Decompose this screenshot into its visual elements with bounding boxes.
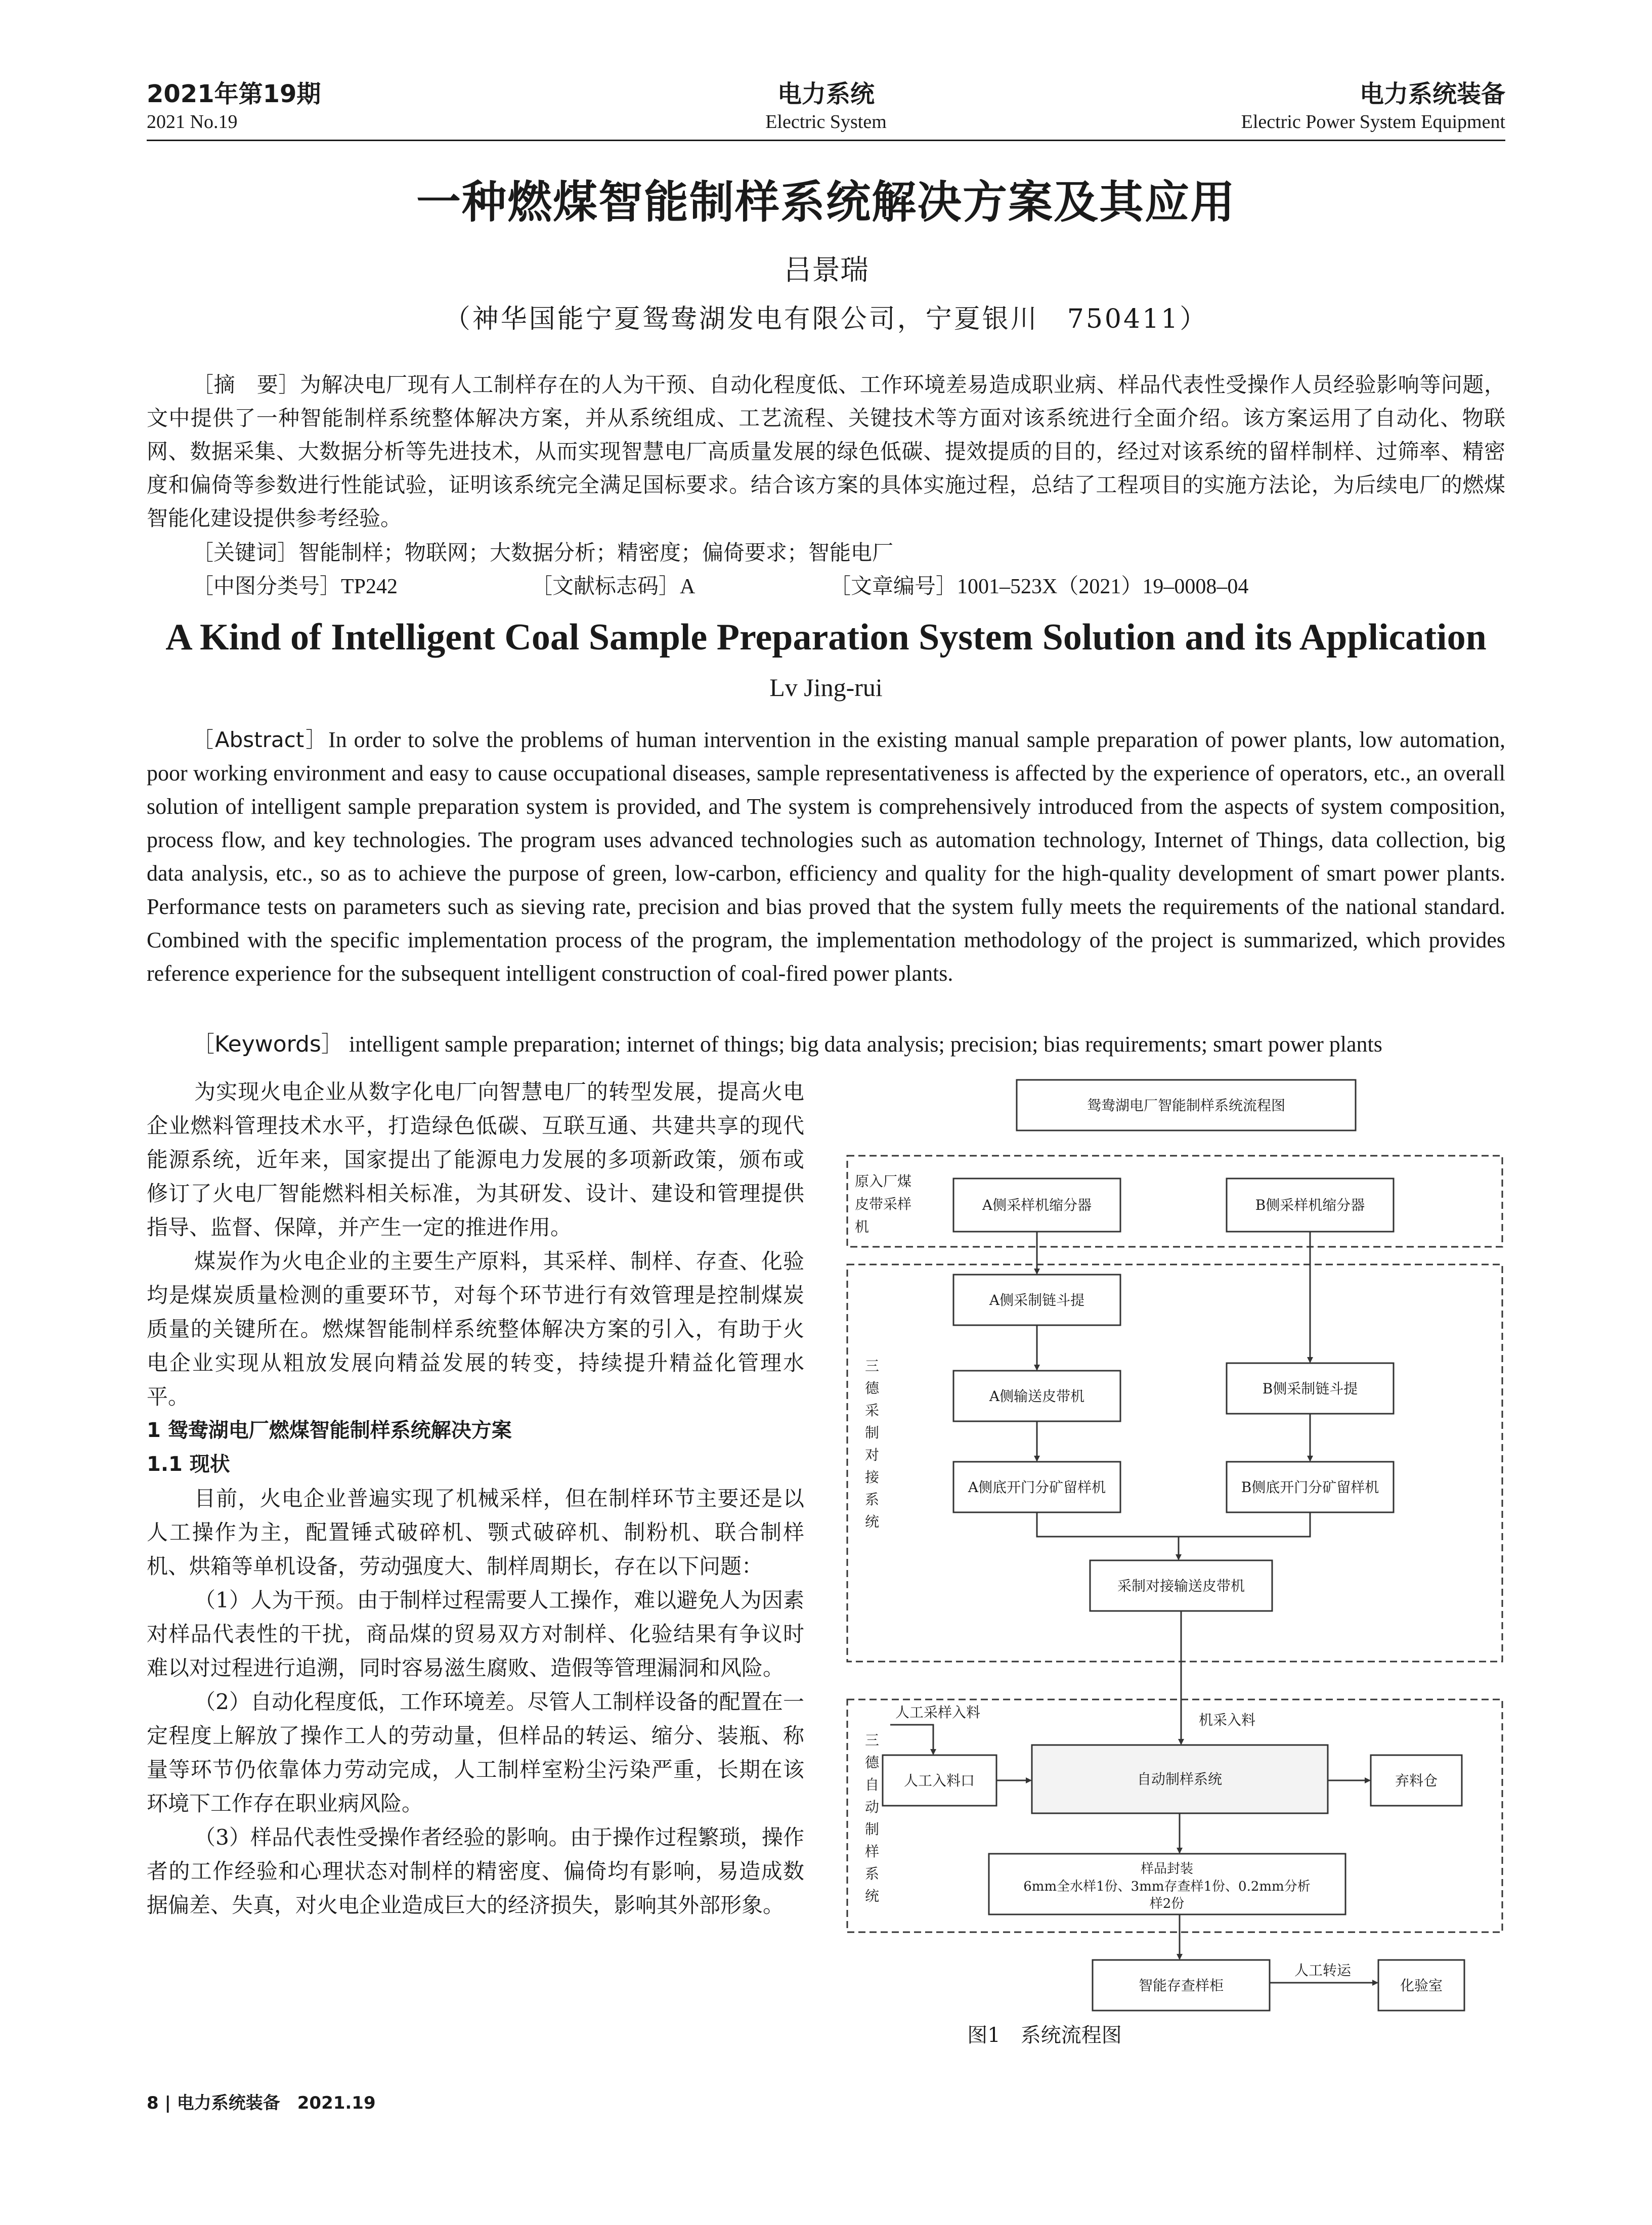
abstract-cn <box>147 368 1505 535</box>
group2-char-3: 采 <box>865 1402 880 1419</box>
group2-char-7: 系 <box>865 1491 880 1508</box>
abstract-cn-text: 为解决电厂现有人工制样存在的人为干预、自动化程度低、工作环境差易造成职业病、样品代表性受操作人员经验影响等问题，文中提供了一种智能制样系统整体解决方案，并从系统组成、工艺流程、关键技术等方面对该系统进行全面介绍。该方案运用了自动化、物联网、数据采集、大数据分析等先进技术，从而实现智慧电厂高质量发展的绿色低碳、提效提质的目的，经过对该系统的留样制样、过筛率、精密度和偏倚等参数进行性能试验，证明该系统完全满足国标要求。结合该方案的具体实施过程，总结了工程项目的实施方法论，为后续电厂的燃煤智能化建设提供参考经验。 <box>147 372 1505 531</box>
doc-value: A <box>680 575 695 598</box>
manual-sample-label: 人工采样入料 <box>895 1704 981 1721</box>
line-b-retainer <box>1179 1512 1310 1537</box>
clc-number <box>192 570 398 600</box>
figure-caption: 图1 系统流程图 <box>967 2024 1122 2047</box>
group3-char-7: 系 <box>865 1865 880 1882</box>
paper-title-en: A Kind of Intelligent Coal Sample Preparation System Solution and its Application <box>165 617 1487 658</box>
flowchart-figure <box>835 1072 1505 2079</box>
header-column <box>674 78 978 134</box>
keywords-en-label: ［Keywords］ <box>192 1031 343 1057</box>
group3-char-4: 动 <box>865 1799 880 1815</box>
manual-inlet: 人工入料口 <box>903 1772 975 1789</box>
group-coal-sampler <box>847 1156 1502 1247</box>
body-paragraph-4: （1）人为干预。由于制样过程需要人工操作，难以避免人为因素对样品代表性的干扰，商品煤的贸易双方对制样、化验结果有争议时难以对过程进行追溯，同时容易滋生腐败、造假等管理漏洞和风险。 <box>147 1588 804 1680</box>
journal-en: Electric Power System Equipment <box>1241 111 1505 133</box>
section-heading-1: 1 鸳鸯湖电厂燃煤智能制样系统解决方案 <box>147 1419 512 1442</box>
a-elevator: A侧采制链斗提 <box>989 1292 1085 1308</box>
header-journal <box>1241 78 1505 134</box>
abstract-en-text: In order to solve the problems of human intervention in the existing manual sample preparation of power plants, low automation, poor working environment and easy to cause occupational diseases, sample representativeness is affected by the experience of operators, etc., an overall solution of intelligent sample preparation system is provided, and The system is comprehensively introduced from the aspects of system composition, process flow, and key technologies. The program uses advanced technologies such as automation technology, Internet of Things, data collection, big data analysis, etc., so as to achieve the purpose of green, low-carbon, efficiency and quality for the high-quality development of smart power plants. Performance tests on parameters such as sieving rate, precision and bias proved that the system fully meets the requirements of the national standard. Combined with the specific implementation process of the program, the implementation methodology of the project is summarized, which provides reference experience for the subsequent intelligent construction of coal-fired power plants. <box>147 727 1505 986</box>
transfer-label: 人工转运 <box>1294 1962 1352 1979</box>
clc-label: ［中图分类号］ <box>192 574 341 598</box>
group3-char-5: 制 <box>865 1821 880 1838</box>
arrow-manual-sample <box>890 1725 933 1754</box>
keywords-cn <box>192 536 893 570</box>
header-issue <box>147 78 321 134</box>
group2-char-4: 制 <box>865 1424 880 1441</box>
machine-sample-label: 机采入料 <box>1199 1712 1256 1728</box>
a-sampler: A侧采样机缩分器 <box>982 1197 1092 1213</box>
group3-char-2: 德 <box>865 1754 880 1771</box>
body-paragraph-6: （3）样品代表性受操作者经验的影响。由于操作过程繁琐，操作者的工作经验和心理状态对制样的精密度、偏倚均有影响，易造成数据偏差、失真，对火电企业造成巨大的经济损失，影响其外部形象。 <box>147 1825 804 1917</box>
doc-label: ［文献标志码］ <box>531 574 680 598</box>
group2-char-1: 三 <box>865 1358 880 1374</box>
keywords-en <box>192 1026 1382 1058</box>
group2-label <box>865 1358 880 1530</box>
clc-value: TP242 <box>341 575 398 598</box>
b-retainer: B侧底开门分矿留样机 <box>1241 1479 1379 1496</box>
article-number <box>830 570 1248 600</box>
abstract-en <box>147 723 1505 990</box>
a-belt: A侧输送皮带机 <box>989 1388 1085 1405</box>
group3-char-3: 自 <box>865 1776 880 1793</box>
group3-label <box>865 1732 880 1904</box>
flow-title: 鸳鸯湖电厂智能制样系统流程图 <box>1086 1097 1286 1114</box>
seal-line-2: 6mm全水样1份、3mm存查样1份、0.2mm分析 <box>1023 1879 1311 1894</box>
keywords-en-text: intelligent sample preparation; internet of things; big data analysis; precision; bias requirements; smart power plants <box>349 1032 1382 1057</box>
storage: 智能存查样柜 <box>1138 1977 1224 1994</box>
page-footer: 8 | 电力系统装备 2021.19 <box>147 2093 376 2113</box>
body-paragraph-5: （2）自动化程度低，工作环境差。尽管人工制样设备的配置在一定程度上解放了操作工人的劳动量，但样品的转运、缩分、装瓶、称量等环节仍依靠体力劳动完成，人工制样室粉尘污染严重，长期在该环境下工作存在职业病风险。 <box>147 1689 804 1816</box>
column-en: Electric System <box>765 111 887 133</box>
group1-label-3: 机 <box>855 1218 870 1235</box>
header-rule <box>147 140 1505 141</box>
paper-title-cn: 一种燃煤智能制样系统解决方案及其应用 <box>416 176 1236 228</box>
section-heading-1-1: 1.1 现状 <box>147 1453 230 1476</box>
group3-char-8: 统 <box>865 1888 880 1904</box>
author-en: Lv Jing-rui <box>769 673 883 702</box>
group2-char-5: 对 <box>865 1447 880 1463</box>
seal-line-1: 样品封装 <box>1140 1861 1194 1877</box>
group2-char-2: 德 <box>865 1380 880 1397</box>
lab: 化验室 <box>1400 1977 1443 1994</box>
body-paragraph-1: 为实现火电企业从数字化电厂向智慧电厂的转型发展，提高火电企业燃料管理技术水平，打造绿色低碳、互联互通、共建共享的现代能源系统，近年来，国家提出了能源电力发展的多项新政策，颁布或修订了火电厂智能燃料相关标准，为其研发、设计、建设和管理提供指导、监督、保障，并产生一定的推进作用。 <box>147 1079 804 1240</box>
group1-label-1: 原入厂煤 <box>855 1173 912 1190</box>
body-paragraph-3: 目前，火电企业普遍实现了机械采样，但在制样环节主要还是以人工操作为主，配置锤式破碎机、颚式破碎机、制粉机、联合制样机、烘箱等单机设备，劳动强度大、制样周期长，存在以下问题： <box>147 1486 804 1579</box>
issue-en: 2021 No.19 <box>147 111 238 133</box>
author-cn: 吕景瑞 <box>784 254 868 287</box>
auto-system: 自动制样系统 <box>1137 1771 1223 1787</box>
seal-line-3: 样2份 <box>1149 1896 1185 1911</box>
group2-char-6: 接 <box>865 1469 880 1486</box>
group3-char-1: 三 <box>865 1732 880 1749</box>
doc-code <box>531 570 695 600</box>
article-label: ［文章编号］ <box>830 574 958 598</box>
issue-cn: 2021年第19期 <box>147 80 321 108</box>
b-elevator: B侧采制链斗提 <box>1262 1380 1358 1397</box>
line-a-retainer <box>1037 1512 1179 1537</box>
keywords-cn-text: 智能制样；物联网；大数据分析；精密度；偏倚要求；智能电厂 <box>298 540 894 565</box>
group1-label-2: 皮带采样 <box>855 1196 912 1212</box>
journal-cn: 电力系统装备 <box>1359 80 1505 108</box>
abstract-cn-label: ［摘 要］ <box>192 372 300 397</box>
column-cn: 电力系统 <box>777 80 875 108</box>
abstract-en-label: ［Abstract］ <box>192 727 329 752</box>
body-paragraph-2: 煤炭作为火电企业的主要生产原料，其采样、制样、存查、化验均是煤炭质量检测的重要环节，对每个环节进行有效管理是控制煤炭质量的关键所在。燃煤智能制样系统整体解决方案的引入，有助于火电企业实现从粗放发展向精益发展的转变，持续提升精益化管理水平。 <box>147 1249 804 1409</box>
b-sampler: B侧采样机缩分器 <box>1255 1197 1365 1213</box>
group3-char-6: 样 <box>865 1843 880 1860</box>
reject: 弃料仓 <box>1395 1772 1438 1789</box>
belt: 采制对接输送皮带机 <box>1117 1578 1245 1594</box>
flowchart-svg <box>835 1072 1505 2013</box>
group-docking-system <box>847 1264 1502 1662</box>
article-value: 1001–523X（2021）19–0008–04 <box>957 575 1249 598</box>
group2-char-8: 统 <box>865 1513 880 1530</box>
a-retainer: A侧底开门分矿留样机 <box>968 1479 1106 1496</box>
body-column <box>147 1075 804 1922</box>
keywords-cn-label: ［关键词］ <box>192 540 299 565</box>
affiliation-cn: （神华国能宁夏鸳鸯湖发电有限公司，宁夏银川 750411） <box>444 304 1208 334</box>
